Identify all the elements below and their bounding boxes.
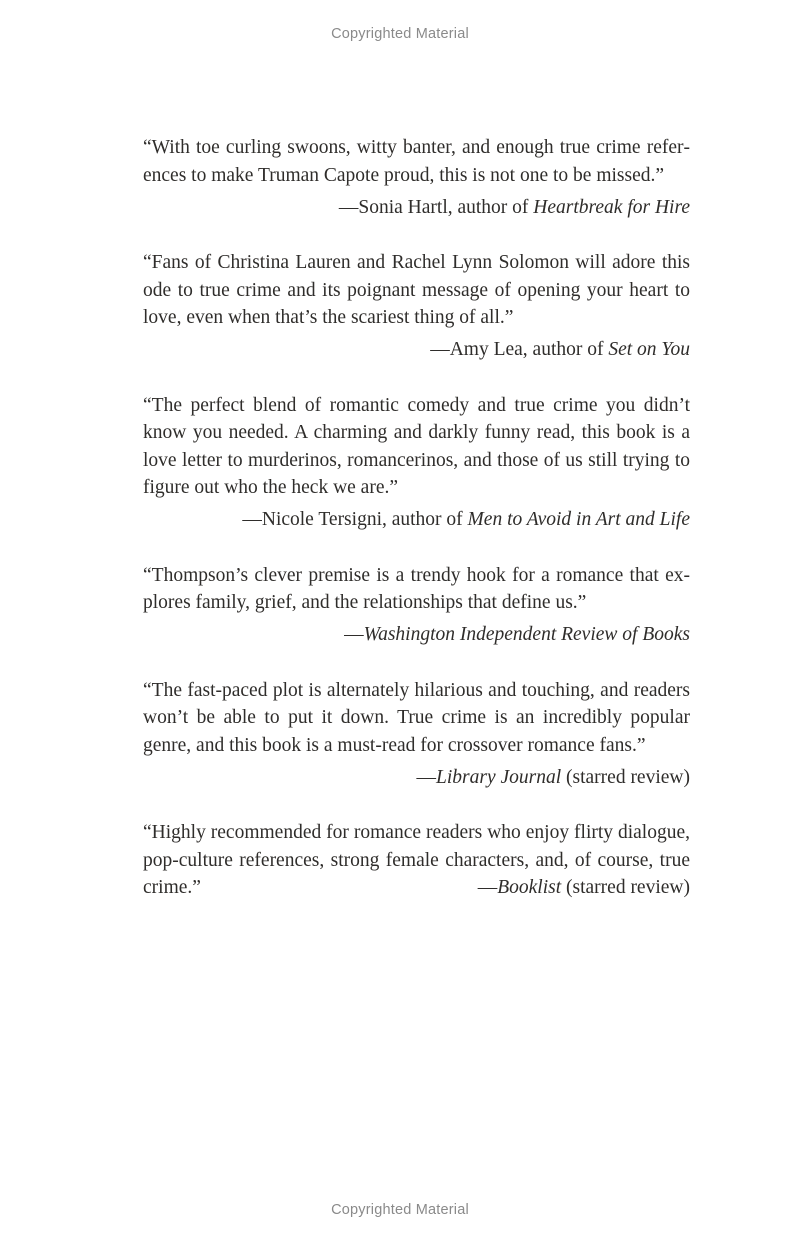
quote-block — [143, 677, 690, 792]
attribution-prefix: — — [344, 624, 364, 645]
copyrighted-material-top: Copyrighted Material — [331, 26, 469, 42]
attribution-publication: Booklist — [497, 877, 562, 898]
attribution-prefix: —Nicole Tersigni, author of — [242, 509, 468, 530]
quote-attribution — [143, 336, 690, 364]
attribution-suffix: (starred review) — [561, 766, 690, 788]
quote-text: “With toe curling swoons, witty banter, and enough true crime references to make Truman Capote proud, this is not one to be missed.” — [143, 137, 690, 186]
quote-text — [143, 819, 690, 902]
quote-text: “Thompson’s clever premise is a trendy hook for a romance that explores family, grief, and the relationships that define us.” — [143, 564, 690, 613]
attribution-publication: Library Journal — [436, 766, 562, 788]
quote-text: “The fast-paced plot is alternately hilarious and touching, and readers won’t be able to put it down. True crime is an incredibly popular genre, and this book is a must-read for crossover romance fans.” — [143, 679, 690, 756]
quote-attribution — [143, 621, 690, 649]
attribution-work-title: Heartbreak for Hire — [533, 196, 690, 218]
attribution-prefix: — — [416, 766, 436, 788]
quote-block — [143, 134, 690, 221]
attribution-prefix: —Amy Lea, author of — [430, 339, 609, 360]
attribution-work-title: Set on You — [608, 339, 690, 360]
quote-attribution — [478, 874, 690, 902]
quote-text: “The perfect blend of romantic comedy and true crime you didn’t know you needed. A charming and darkly funny read, this book is a love letter to murderinos, romancerinos, and those of us still trying to figure out who the heck we are.” — [143, 394, 690, 498]
attribution-suffix: (starred review) — [561, 877, 690, 898]
quote-block — [143, 392, 690, 534]
attribution-prefix: —Sonia Hartl, author of — [338, 196, 534, 218]
quote-attribution — [143, 764, 690, 792]
quote-block — [143, 249, 690, 364]
quote-text: “Fans of Christina Lauren and Rachel Lynn Solomon will adore this ode to true crime and its poignant message of opening your heart to love, even when that’s the scariest thing of all.” — [143, 252, 690, 328]
quote-attribution — [143, 506, 690, 534]
quote-text-content: “Highly recommended for romance readers who enjoy flirty dialogue, pop-culture references, strong female characters, and, of course, true crime.” — [143, 822, 690, 898]
quote-block — [143, 562, 690, 649]
attribution-prefix: — — [477, 877, 498, 898]
quote-attribution — [143, 194, 690, 222]
quote-block — [143, 819, 690, 902]
copyrighted-material-bottom: Copyrighted Material — [331, 1202, 469, 1218]
attribution-work-title: Men to Avoid in Art and Life — [467, 509, 690, 530]
praise-quotes-section — [143, 134, 690, 902]
attribution-publication: Washington Independent Review of Books — [363, 624, 690, 645]
